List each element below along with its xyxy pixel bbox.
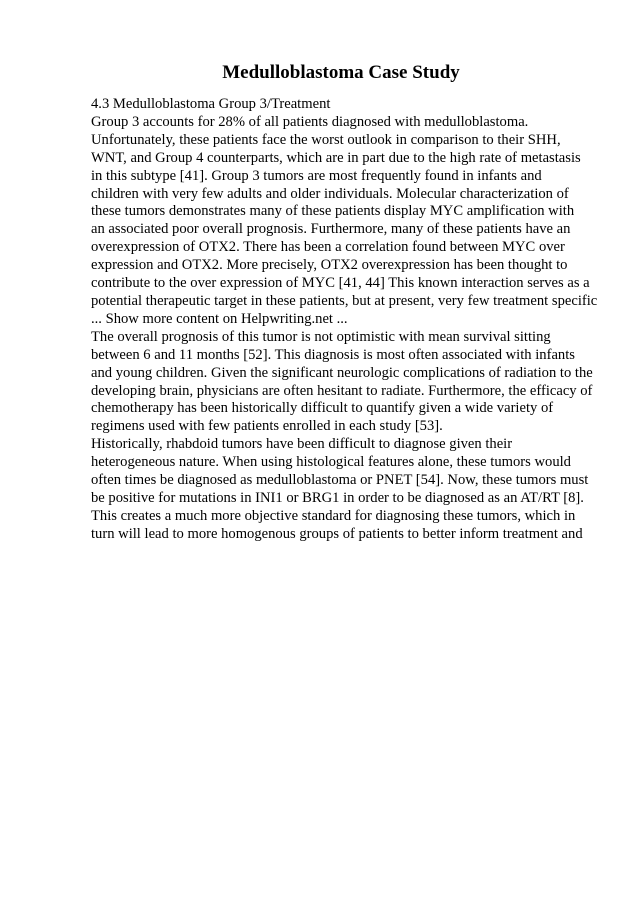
text-line: children with very few adults and older individuals. Molecular characterization of bbox=[91, 185, 569, 202]
text-line: these tumors demonstrates many of these patients display MYC amplification with bbox=[91, 203, 575, 220]
text-line: Historically, rhabdoid tumors have been difficult to diagnose given their bbox=[91, 436, 513, 453]
text-line: turn will lead to more homogenous groups of patients to better inform treatment and bbox=[91, 525, 583, 542]
text-line: between 6 and 11 months [52]. This diagnosis is most often associated with infants bbox=[91, 346, 575, 363]
text-line: potential therapeutic target in these patients, but at present, very few treatment specific bbox=[91, 292, 598, 309]
text-line: chemotherapy has been historically difficult to quantify given a wide variety of bbox=[91, 400, 554, 417]
text-line: in this subtype [41]. Group 3 tumors are most frequently found in infants and bbox=[91, 167, 542, 184]
page-title: Medulloblastoma Case Study bbox=[222, 62, 460, 83]
text-line: contribute to the over expression of MYC [41, 44] This known interaction serves as a bbox=[91, 275, 590, 292]
text-line: expression and OTX2. More precisely, OTX2 overexpression has been thought to bbox=[91, 257, 568, 274]
paragraph-prognosis bbox=[91, 329, 611, 436]
text-line: be positive for mutations in INI1 or BRG1 in order to be diagnosed as an AT/RT [8]. bbox=[91, 489, 584, 506]
text-line: an associated poor overall prognosis. Furthermore, many of these patients have an bbox=[91, 221, 571, 238]
text-line: This creates a much more objective standard for diagnosing these tumors, which in bbox=[91, 507, 576, 524]
text-line: Group 3 accounts for 28% of all patients diagnosed with medulloblastoma. bbox=[91, 113, 529, 130]
paragraph-rhabdoid bbox=[91, 436, 611, 543]
text-line: overexpression of OTX2. There has been a correlation found between MYC over bbox=[91, 239, 565, 256]
text-line: regimens used with few patients enrolled in each study [53]. bbox=[91, 418, 443, 435]
text-line: The overall prognosis of this tumor is not optimistic with mean survival sitting bbox=[91, 328, 551, 345]
text-line: and young children. Given the significant neurologic complications of radiation to the bbox=[91, 364, 593, 381]
show-more-link[interactable]: ... Show more content on Helpwriting.net ... bbox=[91, 310, 348, 327]
text-line: heterogeneous nature. When using histological features alone, these tumors would bbox=[91, 454, 571, 471]
text-line: Unfortunately, these patients face the worst outlook in comparison to their SHH, bbox=[91, 131, 561, 148]
text-line: developing brain, physicians are often hesitant to radiate. Furthermore, the efficacy of bbox=[91, 382, 593, 399]
section-heading: 4.3 Medulloblastoma Group 3/Treatment bbox=[91, 96, 331, 112]
document-body bbox=[91, 96, 611, 544]
text-line: WNT, and Group 4 counterparts, which are in part due to the high rate of metastasis bbox=[91, 149, 581, 166]
text-line: often times be diagnosed as medulloblastoma or PNET [54]. Now, these tumors must bbox=[91, 472, 589, 489]
paragraph-group-3 bbox=[91, 114, 611, 311]
